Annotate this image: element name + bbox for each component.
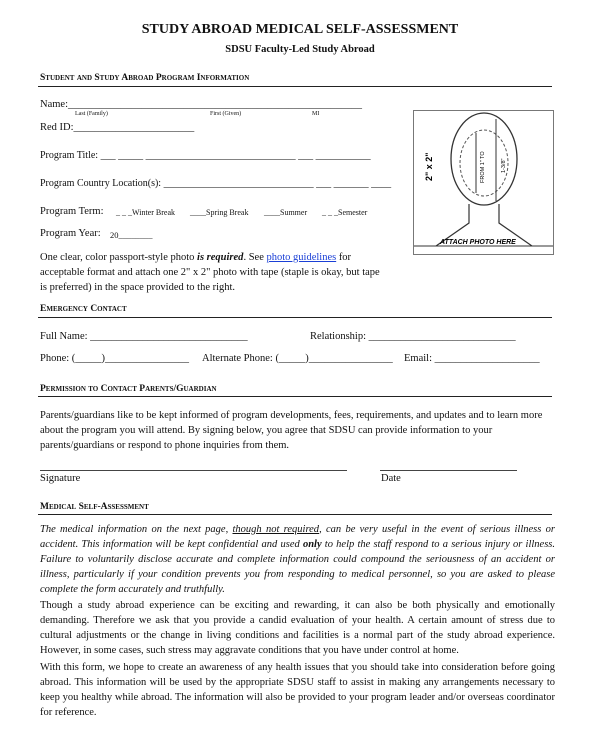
name-field[interactable]: Name:________________________________________________________ bbox=[40, 99, 362, 110]
medical-text: The medical information on the next page, bbox=[40, 524, 233, 535]
term-spring-break[interactable]: ____Spring Break bbox=[190, 208, 249, 217]
photo-attach-box[interactable] bbox=[413, 110, 554, 255]
photo-size-label: 2" x 2" bbox=[424, 152, 434, 181]
photo-to-label: 1-3/8" bbox=[501, 158, 507, 173]
photo-text: . See bbox=[243, 252, 267, 263]
signature-line[interactable] bbox=[40, 470, 347, 471]
permission-text: Parents/guardians like to be kept informed of program developments, fees, requirements, and updates and to learn more about the program you will attend. By signing below, you agree that SDSU can provide information to your parents/guardians or respond to phone inquiries from them. bbox=[40, 410, 543, 451]
date-label: Date bbox=[381, 473, 401, 484]
photo-text: One clear, color passport-style photo bbox=[40, 252, 198, 263]
section-heading-emergency: Emergency Contact bbox=[40, 304, 127, 314]
photo-required: is required bbox=[197, 252, 244, 263]
emergency-relationship-field[interactable]: Relationship: ____________________________ bbox=[310, 331, 516, 342]
emergency-alt-phone-field[interactable]: Alternate Phone: (_____)________________ bbox=[202, 353, 393, 364]
divider bbox=[38, 317, 552, 318]
last-name-label: Last (Family) bbox=[75, 111, 108, 117]
photo-text: for acceptable format and attach one 2" x 2" photo with tape (staple is okay, but tape is preferred) in the space provided to the right. bbox=[40, 252, 380, 293]
divider bbox=[38, 514, 552, 515]
program-year-label: Program Year: bbox=[40, 228, 101, 239]
program-title-field[interactable]: Program Title: ___ _____ ______________________________ ___ ___________ bbox=[40, 150, 371, 161]
red-id-field[interactable]: Red ID:_______________________ bbox=[40, 122, 195, 133]
medical-text: to help the staff respond to a serious injury or illness. Failure to voluntarily disclose accurate and complete information could compound the seriousness of an accident or illness, particularly if your condition prevents you from responding to medical personnel, so you are asked to please complete the form accurately and truthfully. bbox=[40, 539, 555, 595]
document-title: STUDY ABROAD MEDICAL SELF-ASSESSMENT bbox=[141, 22, 459, 37]
first-name-label: First (Given) bbox=[210, 111, 242, 117]
medical-text-bold: only bbox=[302, 539, 322, 550]
medical-paragraph-2: Though a study abroad experience can be exciting and rewarding, it can also be both physically and emotionally demanding. Therefore we ask that you provide a candid evaluation of your health. A certain amount of stress due to cultural adjustments or the change in living conditions and facilities is a normal part of the study abroad experience. However, in some cases, such stress may aggravate conditions that you have under control at home. bbox=[40, 600, 555, 656]
emergency-full-name-field[interactable]: Full Name: ______________________________ bbox=[40, 331, 248, 342]
photo-guidelines-link[interactable]: photo guidelines bbox=[266, 252, 337, 263]
medical-intro bbox=[40, 522, 555, 597]
emergency-email-field[interactable]: Email: ____________________ bbox=[404, 353, 540, 364]
section-heading-info: Student and Study Abroad Program Information bbox=[40, 73, 250, 83]
section-heading-permission: Permission to Contact Parents/Guardian bbox=[40, 384, 217, 394]
term-semester[interactable]: _ _ _Semester bbox=[322, 208, 368, 217]
mi-label: MI bbox=[312, 111, 320, 117]
section-heading-medical: Medical Self-Assessment bbox=[40, 502, 149, 512]
date-line[interactable] bbox=[380, 470, 517, 471]
term-winter-break[interactable]: _ _ _Winter Break bbox=[116, 208, 175, 217]
program-country-field[interactable]: Program Country Location(s): ______________________________ ___ _______ ____ bbox=[40, 178, 392, 189]
medical-text-underlined: though not required bbox=[232, 524, 320, 535]
passport-head-outline-icon bbox=[414, 111, 553, 254]
program-term-label: Program Term: bbox=[40, 206, 104, 217]
term-summer[interactable]: ____Summer bbox=[264, 208, 308, 217]
divider bbox=[38, 396, 552, 397]
medical-text: , can be very useful in the event of serious illness or accident. This information will be kept confidential and used bbox=[40, 524, 555, 550]
program-year-field[interactable]: 20________ bbox=[110, 230, 153, 240]
medical-paragraph-3: With this form, we hope to create an awareness of any health issues that you should take into consideration before going abroad. This information will be used by the appropriate SDSU staff to assist in making any arrangements necessary to keep you healthy while abroad. The information will also be provided to your program leader and/or overseas coordinator for reference. bbox=[40, 662, 555, 718]
attach-photo-caption: ATTACH PHOTO HERE bbox=[440, 239, 516, 246]
photo-from-label: FROM 1" TO bbox=[480, 151, 486, 183]
divider bbox=[38, 86, 552, 87]
photo-instructions bbox=[40, 250, 385, 295]
signature-label: Signature bbox=[40, 473, 81, 484]
document-subtitle: SDSU Faculty-Led Study Abroad bbox=[225, 44, 375, 55]
emergency-phone-field[interactable]: Phone: (_____)________________ bbox=[40, 353, 190, 364]
